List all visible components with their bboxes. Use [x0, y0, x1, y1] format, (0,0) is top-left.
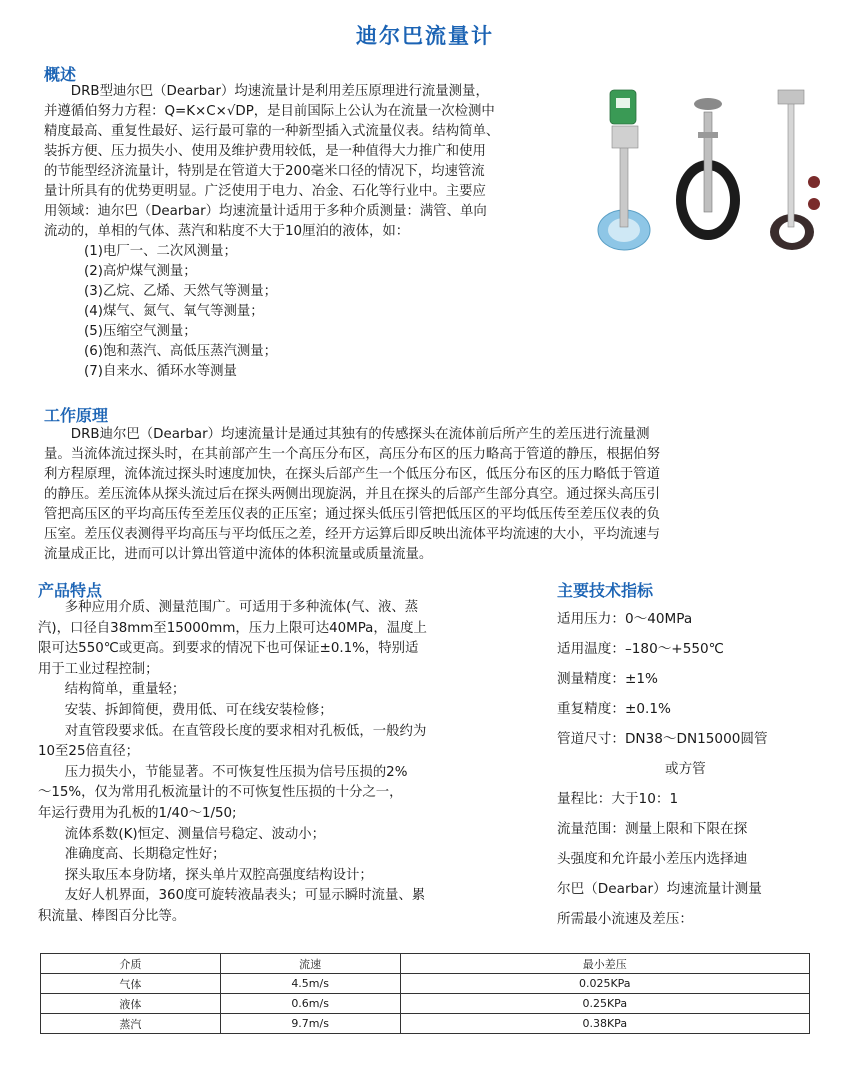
spec-line: 尔巴（Dearbar）均速流量计测量 — [557, 881, 762, 897]
spec-line: 量程比：大于10：1 — [557, 791, 679, 807]
spec-line: 重复精度：±0.1% — [557, 701, 671, 717]
feature-line: 安装、拆卸简便，费用低、可在线安装检修； — [64, 702, 333, 718]
overview-list-item: (3)乙烷、乙烯、天然气等测量； — [84, 284, 278, 299]
overview-line: 量计所具有的优势更明显。广泛使用于电力、冶金、石化等行业中。主要应 — [44, 184, 486, 199]
table-cell: 气体 — [41, 974, 221, 994]
principle-line: DRB迪尔巴（Dearbar）均速流量计是通过其独有的传感探头在流体前后所产生的差压进行流量测 — [70, 427, 650, 442]
feature-line: 压力损失小，节能显著。不可恢复性压损为信号压损的2% — [64, 764, 408, 780]
feature-line: 用于工业过程控制； — [38, 661, 159, 677]
overview-line: 装拆方便、压力损失小、使用及维护费用较低，是一种值得大力推广和使用 — [44, 144, 486, 159]
feature-line: 对直管段要求低。在直管段长度的要求相对孔板低，一般约为 — [64, 723, 427, 739]
feature-line: 多种应用介质、测量范围广。可适用于多种流体(气、液、蒸 — [64, 600, 419, 615]
spec-line: 或方管 — [665, 761, 706, 777]
feature-line: 友好人机界面，360度可旋转液晶表头；可显示瞬时流量、累 — [64, 888, 426, 904]
spec-line: 适用温度：–180～+550℃ — [557, 641, 724, 657]
feature-line: 流体系数(K)恒定、测量信号稳定、波动小； — [64, 826, 326, 842]
table-cell: 液体 — [41, 994, 221, 1014]
principle-line: 利方程原理，流体流过探头时速度加快，在探头后部产生一个低压分布区，低压分布区的压力略低于管道 — [44, 467, 660, 482]
features-text — [38, 598, 528, 928]
overview-line: DRB型迪尔巴（Dearbar）均速流量计是利用差压原理进行流量测量， — [70, 84, 489, 99]
principle-line: 管把高压区的平均高压传至差压仪表的正压室；通过探头低压引管把低压区的平均低压传至差压仪表的负 — [44, 507, 660, 522]
min-dp-table — [40, 953, 810, 1034]
table-cell: 0.6m/s — [220, 994, 400, 1014]
feature-line: 年运行费用为孔板的1/40～1/50; — [38, 805, 237, 821]
feature-line: 限可达550℃或更高。到要求的情况下也可保证±0.1%，特别适 — [38, 641, 419, 657]
table-cell: 0.25KPa — [400, 994, 809, 1014]
table-cell: 9.7m/s — [220, 1014, 400, 1034]
overview-line: 用领域：迪尔巴（Dearbar）均速流量计适用于多种介质测量：满管、单向 — [44, 204, 487, 219]
table-cell: 蒸汽 — [41, 1014, 221, 1034]
feature-line: 汽)，口径自38mm至15000mm，压力上限可达40MPa，温度上 — [38, 620, 427, 636]
overview-line: 精度最高、重复性最好、运行最可靠的一种新型插入式流量仪表。结构简单、 — [44, 124, 500, 139]
table-header-cell: 流速 — [220, 954, 400, 974]
table-row — [41, 994, 810, 1014]
table-cell: 4.5m/s — [220, 974, 400, 994]
principle-line: 压室。差压仪表测得平均高压与平均低压之差，经开方运算后即反映出流体平均流速的大小，平均流速与 — [44, 527, 660, 542]
specs-list — [557, 604, 827, 934]
table-header-cell: 介质 — [41, 954, 221, 974]
product-photo-pipe-black — [676, 98, 740, 240]
specs-heading: 主要技术指标 — [557, 581, 654, 600]
feature-line: ～15%，仅为常用孔板流量计的不可恢复性压损的十分之一， — [38, 785, 403, 801]
spec-line: 测量精度：±1% — [557, 671, 658, 687]
overview-list-item: (6)饱和蒸汽、高低压蒸汽测量； — [84, 344, 278, 359]
table-row — [41, 1014, 810, 1034]
spec-line: 头强度和允许最小差压内选择迪 — [557, 851, 748, 867]
principle-line: 的静压。差压流体从探头流过后在探头两侧出现旋涡，并且在探头的后部产生部分真空。通过探头高压引 — [44, 487, 660, 502]
feature-line: 结构简单，重量轻； — [64, 682, 186, 698]
spec-line: 流量范围：测量上限和下限在探 — [557, 821, 748, 837]
overview-list-item: (4)煤气、氮气、氧气等测量； — [84, 304, 264, 319]
principle-line: 流量成正比，进而可以计算出管道中流体的体积流量或质量流量。 — [44, 547, 433, 562]
overview-line: 的节能型经济流量计，特别是在管道大于200毫米口径的情况下，均速管流 — [44, 164, 485, 179]
principle-heading: 工作原理 — [44, 406, 109, 425]
spec-line: 适用压力：0～40MPa — [557, 611, 693, 627]
overview-text — [44, 82, 600, 382]
page-title: 迪尔巴流量计 — [356, 24, 494, 48]
overview-list-item: (5)压缩空气测量； — [84, 324, 197, 339]
product-photo-valves — [770, 90, 820, 250]
table-cell: 0.38KPa — [400, 1014, 809, 1034]
overview-heading: 概述 — [44, 65, 77, 84]
feature-line: 10至25倍直径； — [38, 744, 140, 760]
overview-line: 并遵循伯努力方程：Q=K×C×√DP，是目前国际上公认为在流量一次检测中 — [44, 104, 495, 119]
table-cell: 0.025KPa — [400, 974, 809, 994]
overview-list-item: (1)电厂一、二次风测量； — [84, 244, 237, 259]
spec-line: 管道尺寸：DN38～DN15000圆管 — [557, 731, 768, 747]
overview-line: 流动的，单相的气体、蒸汽和粘度不大于10厘泊的液体，如： — [44, 224, 410, 239]
product-photos — [596, 82, 832, 252]
principle-line: 量。当流体流过探头时，在其前部产生一个高压分布区，高压分布区的压力略高于管道的静压，根据伯努 — [44, 447, 660, 462]
feature-line: 探头取压本身防堵，探头单片双腔高强度结构设计； — [64, 867, 373, 883]
table-header-cell: 最小差压 — [400, 954, 809, 974]
features-heading: 产品特点 — [38, 581, 103, 600]
spec-line: 所需最小流速及差压： — [557, 911, 693, 927]
feature-line: 积流量、棒图百分比等。 — [38, 908, 186, 924]
product-photo-transmitter-blue — [598, 90, 650, 250]
feature-line: 准确度高、长期稳定性好； — [64, 847, 226, 863]
table-header-row — [41, 954, 810, 974]
overview-list-item: (2)高炉煤气测量； — [84, 264, 197, 279]
table-row — [41, 974, 810, 994]
principle-text — [44, 425, 814, 565]
overview-list-item: (7)自来水、循环水等测量 — [84, 364, 237, 379]
